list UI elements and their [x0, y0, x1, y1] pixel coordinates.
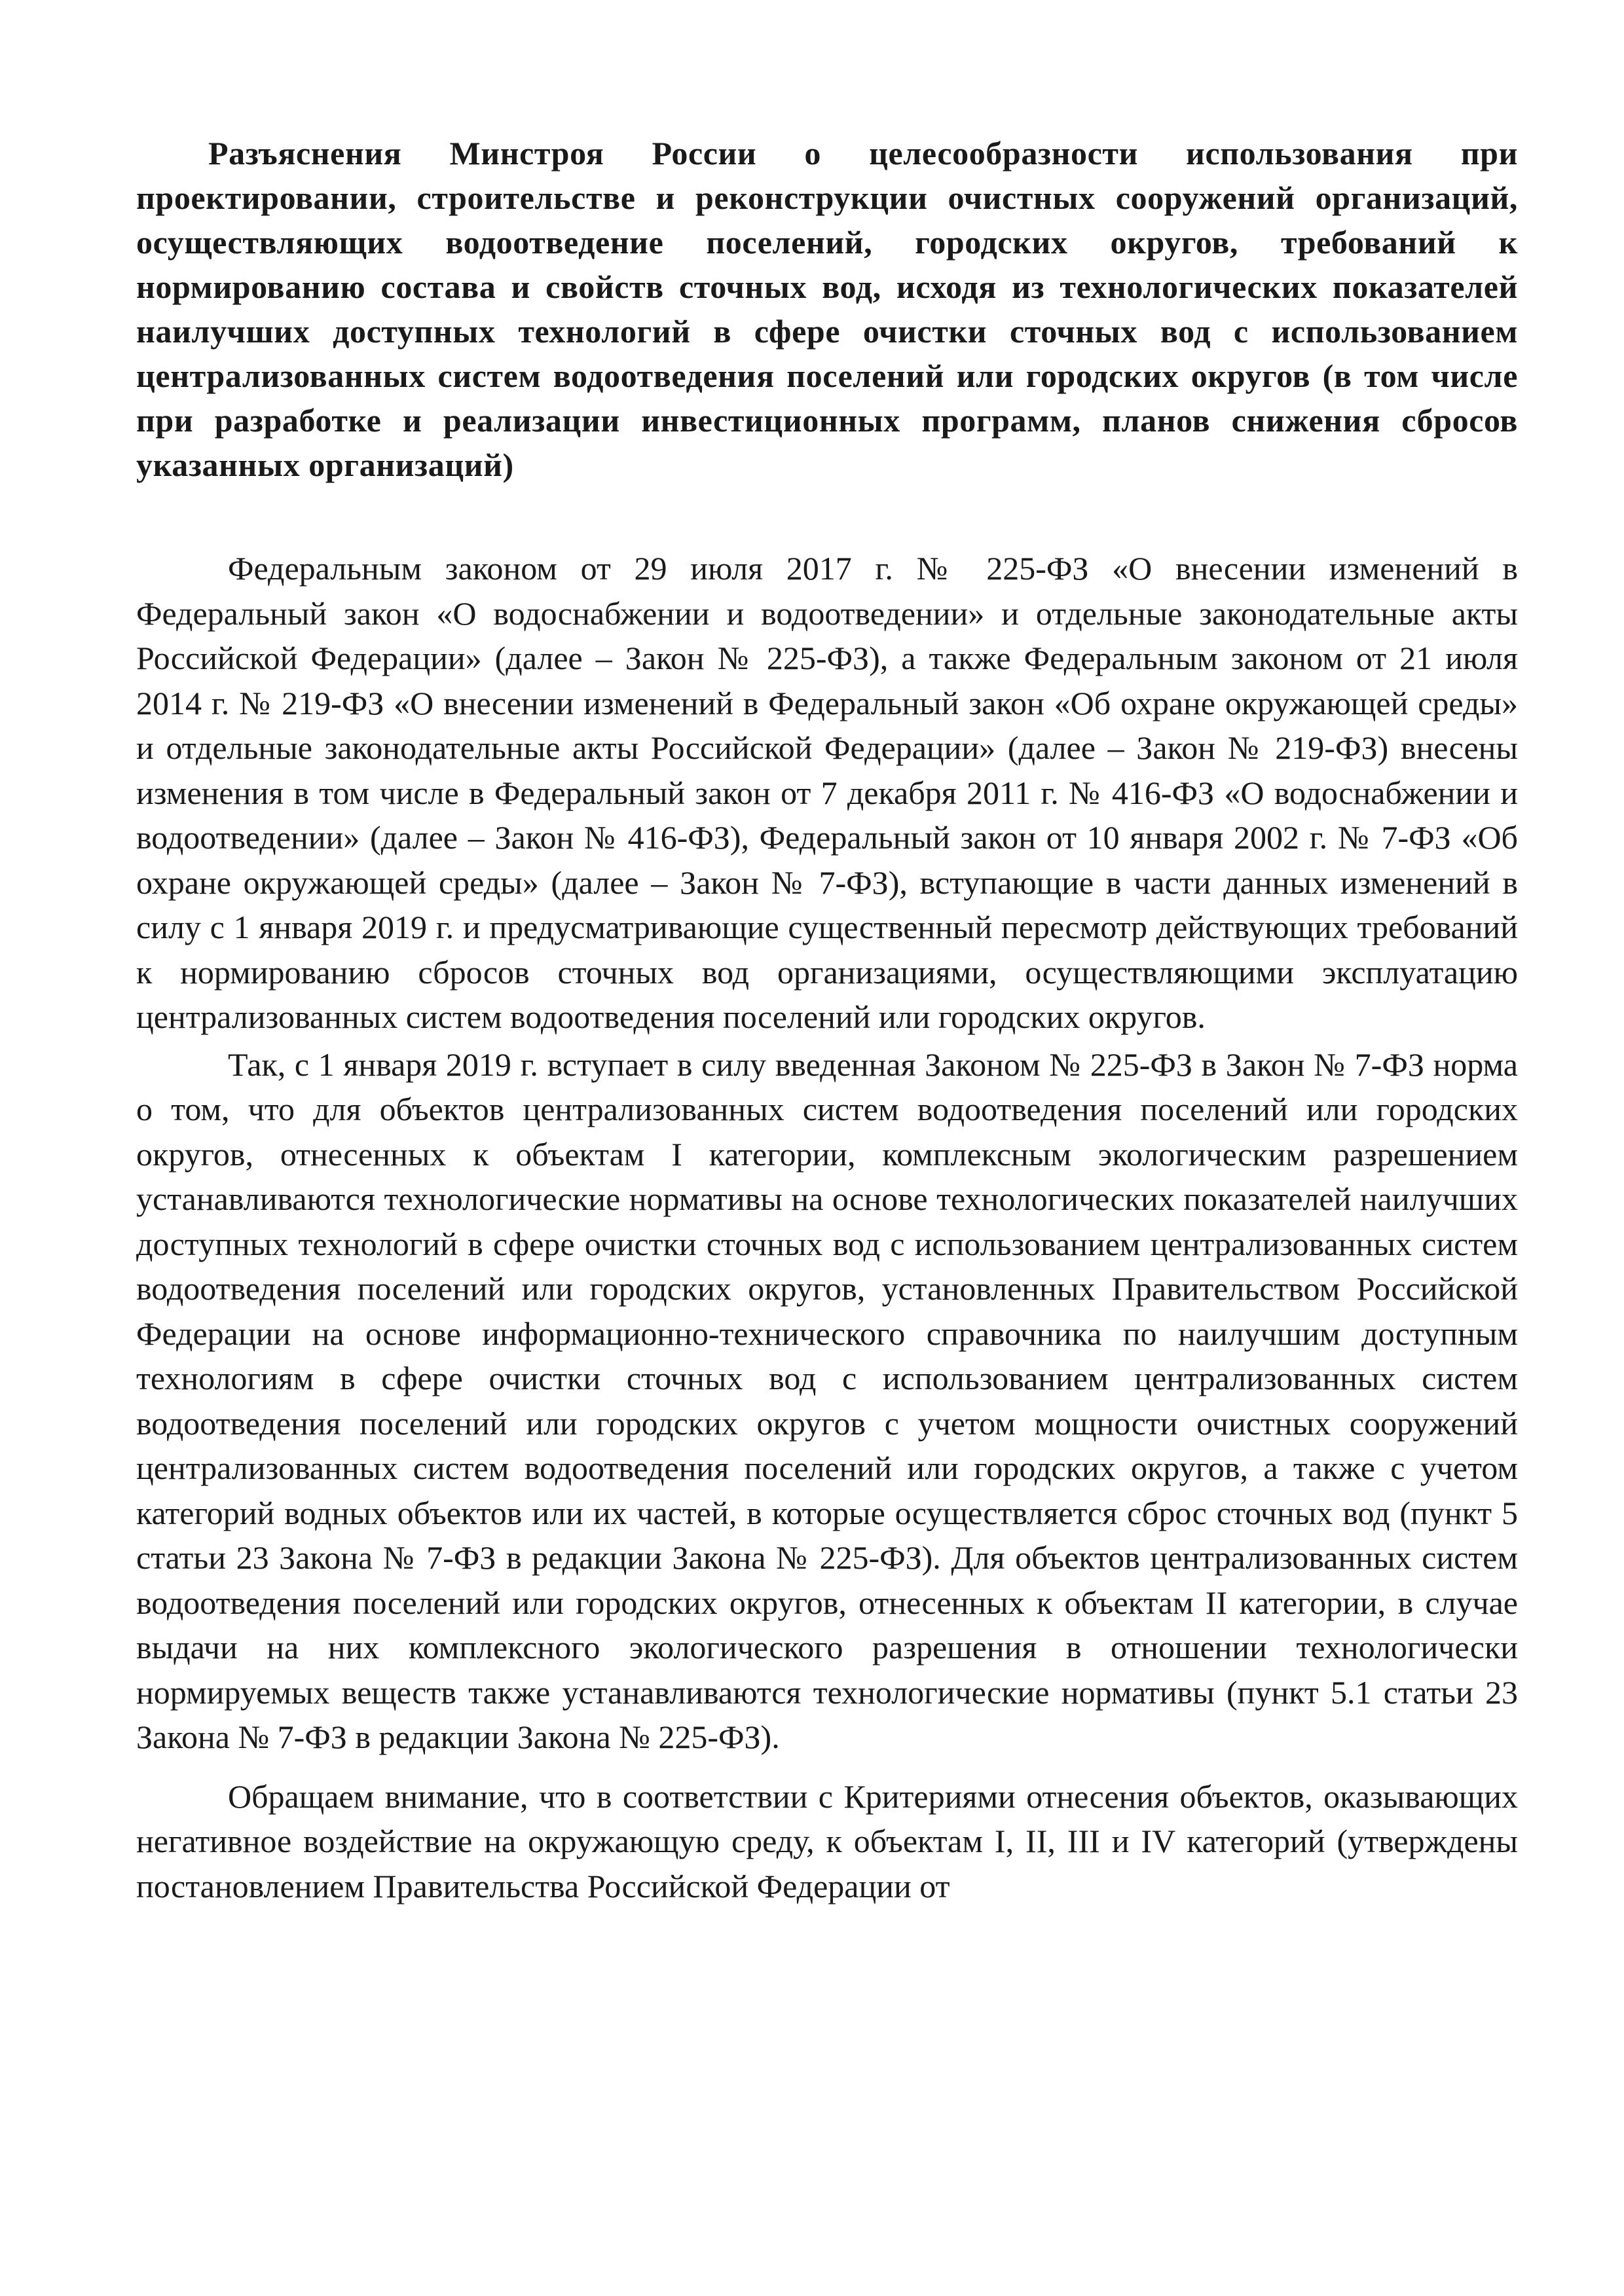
paragraph: Обращаем внимание, что в соответствии с Критериями отнесения объектов, оказывающих негативное воздействие на окружающую среду, к объектам I, II, III и IV категорий (утверждены постановлением Правительства Российской Федерации от — [136, 1777, 1518, 1904]
paragraph: Федеральным законом от 29 июля 2017 г. № 225-ФЗ «О внесении изменений в Федеральный закон «О водоснабжении и водоотведении» и отдельные законодательные акты Российской Федерации» (далее – Закон № 225-ФЗ), а также Федеральным законом от 21 июля 2014 г. № 219-ФЗ «О внесении изменений в Федеральный закон «Об охране окружающей среды» и отдельные законодательные акты Российской Федерации» (далее – Закон № 219-ФЗ) внесены изменения в том числе в Федеральный закон от 7 декабря 2011 г. № 416-ФЗ «О водоснабжении и водоотведении» (далее – Закон № 416-ФЗ), Федеральный закон от 10 января 2002 г. № 7-ФЗ «Об охране окружающей среды» (далее – Закон № 7-ФЗ), вступающие в части данных изменений в силу с 1 января 2019 г. и предусматривающие существенный пересмотр действующих требований к нормированию сбросов сточных вод организациями, осуществляющими эксплуатацию централизованных систем водоотведения поселений или городских округов. — [136, 550, 1518, 1035]
paragraph: Так, с 1 января 2019 г. вступает в силу введенная Законом № 225-ФЗ в Закон № 7-ФЗ норма о том, что для объектов централизованных систем водоотведения поселений или городских округов, отнесенных к объектам I категории, комплексным экологическим разрешением устанавливаются технологические нормативы на основе технологических показателей наилучших доступных технологий в сфере очистки сточных вод с использованием централизованных систем водоотведения поселений или городских округов, установленных Правительством Российской Федерации на основе информационно-технического справочника по наилучшим доступным технологиям в сфере очистки сточных вод с использованием централизованных систем водоотведения поселений или городских округов с учетом мощности очистных сооружений централизованных систем водоотведения поселений или городских округов, а также с учетом категорий водных объектов или их частей, в которые осуществляется сброс сточных вод (пункт 5 статьи 23 Закона № 7-ФЗ в редакции Закона № 225-ФЗ). Для объектов централизованных систем водоотведения поселений или городских округов, отнесенных к объектам II категории, в случае выдачи на них комплексного экологического разрешения в отношении технологически нормируемых веществ также устанавливаются технологические нормативы (пункт 5.1 статьи 23 Закона № 7-ФЗ в редакции Закона № 225-ФЗ). — [136, 1046, 1518, 1755]
document-body — [136, 546, 1518, 1908]
document-heading: Разъяснения Минстроя России о целесообразности использования при проектировании, строительстве и реконструкции очистных сооружений организаций, осуществляющих водоотведение поселений, городских округов, требований к нормированию состава и свойств сточных вод, исходя из технологических показателей наилучших доступных технологий в сфере очистки сточных вод с использованием централизованных систем водоотведения поселений или городских округов (в том числе при разработке и реализации инвестиционных программ, планов снижения сбросов указанных организаций) — [136, 135, 1518, 483]
document-content — [136, 131, 1518, 1908]
